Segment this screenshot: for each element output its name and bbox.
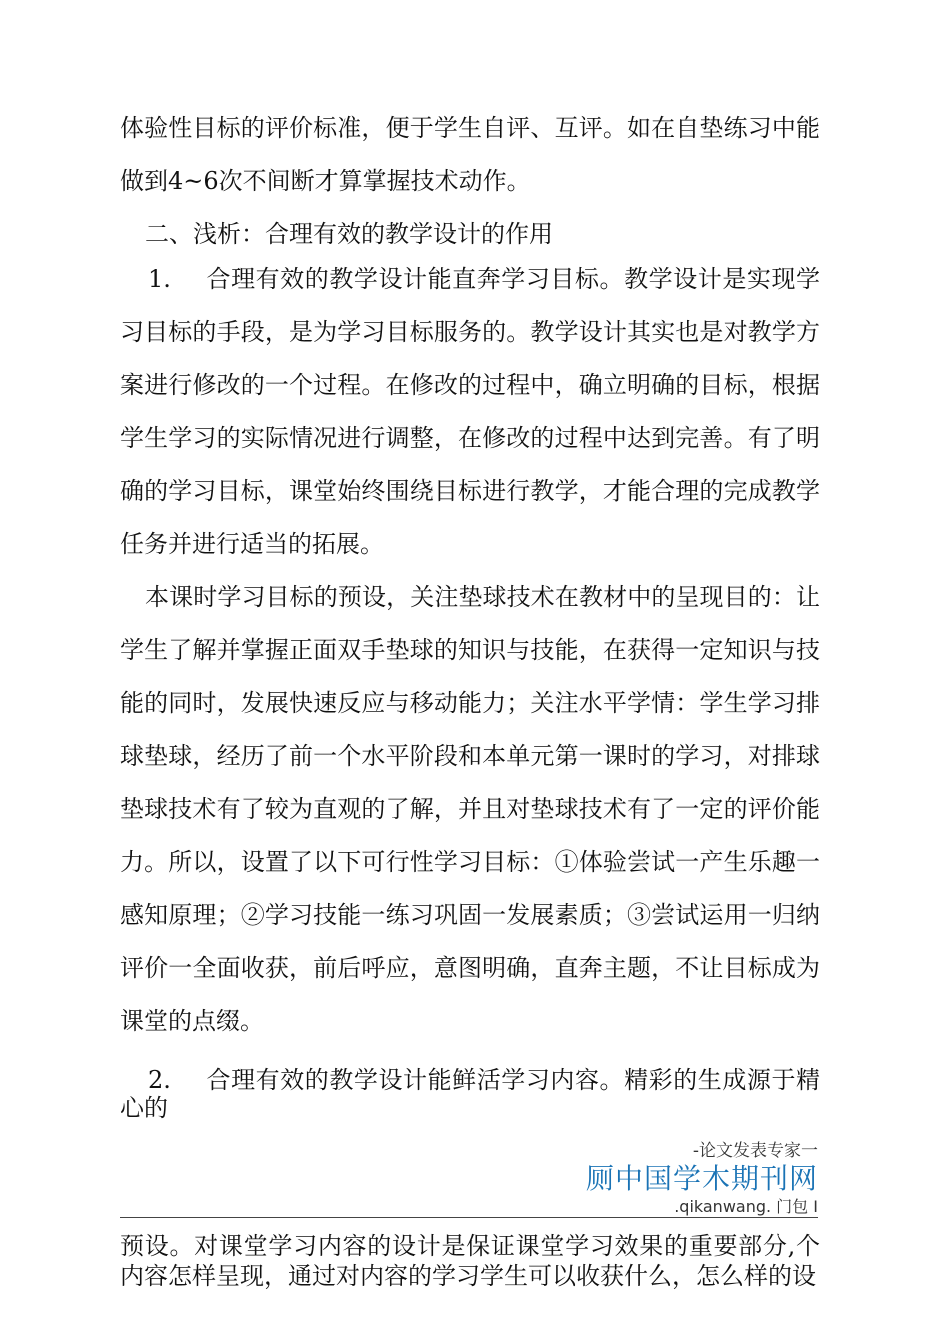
watermark-tagline: -论文发表专家一	[692, 1141, 818, 1161]
item-text: 合理有效的教学设计能直奔学习目标。教学设计是实现学习目标的手段，是为学习目标服务的。教学设计其实也是对教学方案进行修改的一个过程。在修改的过程中，确立明确的目标，根据学生学习的实际情况进行调整，在修改的过程中达到完善。有了明确的学习目标，课堂始终围绕目标进行教学，才能合理的完成教学任务并进行适当的拓展。	[120, 265, 820, 558]
journal-watermark-logo	[586, 1140, 818, 1218]
section-heading: 二、浅析：合理有效的教学设计的作用	[145, 220, 553, 248]
numbered-item-1	[120, 253, 820, 571]
watermark-site-name: 厕中国学木期刊网	[585, 1162, 818, 1195]
paragraph-intro: 体验性目标的评价标准，便于学生自评、互评。如在自垫练习中能做到4~6次不间断才算掌握技术动作。	[120, 114, 820, 195]
continuation-paragraph: 预设。对课堂学习内容的设计是保证课堂学习效果的重要部分,个内容怎样呈现，通过对内容的学习学生可以收获什么，怎么样的设	[120, 1232, 820, 1290]
item-text: 合理有效的教学设计能鲜活学习内容。精彩的生成源于精心的	[120, 1066, 820, 1122]
paragraph-goals: 本课时学习目标的预设，关注垫球技术在教材中的呈现目的：让学生了解并掌握正面双手垫球的知识与技能，在获得一定知识与技能的同时，发展快速反应与移动能力；关注水平学情：学生学习排球垫球，经历了前一个水平阶段和本单元第一课时的学习，对排球垫球技术有了较为直观的了解，并且对垫球技术有了一定的评价能力。所以，设置了以下可行性学习目标：①体验尝试一产生乐趣一感知原理；②学习技能一练习巩固一发展素质；③尝试运用一归纳评价一全面收获，前后呼应，意图明确，直奔主题，不让目标成为课堂的点缀。	[120, 583, 820, 1035]
numbered-item-2	[120, 1066, 820, 1122]
item-number: 2.	[148, 1066, 171, 1094]
item-number: 1.	[148, 265, 171, 293]
page-divider	[120, 1217, 818, 1218]
watermark-url: .qikanwang. 门包 I	[674, 1197, 818, 1216]
